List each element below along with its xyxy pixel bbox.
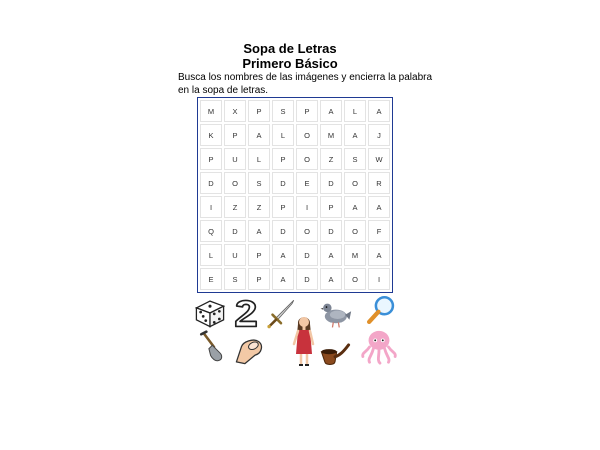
grid-cell[interactable]: L <box>248 148 270 170</box>
grid-cell[interactable]: D <box>320 172 342 194</box>
grid-cell[interactable]: P <box>224 124 246 146</box>
grid-cell[interactable]: D <box>200 172 222 194</box>
grid-cell[interactable]: U <box>224 244 246 266</box>
grid-cell[interactable]: W <box>368 148 390 170</box>
grid-cell[interactable]: A <box>344 124 366 146</box>
grid-cell[interactable]: D <box>296 268 318 290</box>
lady-icon <box>289 312 319 368</box>
grid-cell[interactable]: J <box>368 124 390 146</box>
worksheet-subtitle: Primero Básico <box>242 56 338 71</box>
grid-cell[interactable]: S <box>224 268 246 290</box>
grid-cell[interactable]: M <box>344 244 366 266</box>
grid-cell[interactable]: D <box>224 220 246 242</box>
grid-cell[interactable]: F <box>368 220 390 242</box>
grid-cell[interactable]: L <box>344 100 366 122</box>
grid-cell[interactable]: S <box>272 100 294 122</box>
number-two-icon <box>229 295 263 329</box>
grid-cell[interactable]: O <box>344 268 366 290</box>
grid-cell[interactable]: A <box>320 244 342 266</box>
dice-icon <box>193 296 227 330</box>
grid-cell[interactable]: D <box>272 220 294 242</box>
grid-cell[interactable]: D <box>296 244 318 266</box>
grid-cell[interactable]: L <box>200 244 222 266</box>
grid-cell[interactable]: P <box>248 100 270 122</box>
instructions-line-2: en la sopa de letras. <box>178 84 269 96</box>
magnifier-icon <box>364 293 398 327</box>
grid-cell[interactable]: M <box>320 124 342 146</box>
grid-cell[interactable]: A <box>344 196 366 218</box>
grid-cell[interactable]: I <box>200 196 222 218</box>
grid-cell[interactable]: Q <box>200 220 222 242</box>
pipe-icon <box>318 333 352 367</box>
instructions <box>178 72 438 97</box>
grid-cell[interactable]: M <box>200 100 222 122</box>
grid-cell[interactable]: A <box>248 220 270 242</box>
grid-cell[interactable]: O <box>296 148 318 170</box>
grid-cell[interactable]: I <box>296 196 318 218</box>
grid-cell[interactable]: A <box>272 244 294 266</box>
grid-cell[interactable]: R <box>368 172 390 194</box>
grid-cell[interactable]: P <box>248 244 270 266</box>
grid-cell[interactable]: O <box>296 124 318 146</box>
octopus-icon <box>360 328 398 366</box>
grid-cell[interactable]: A <box>320 268 342 290</box>
word-search-grid <box>197 97 393 293</box>
grid-cell[interactable]: U <box>224 148 246 170</box>
grid-cell[interactable]: Z <box>320 148 342 170</box>
grid-cell[interactable]: D <box>320 220 342 242</box>
grid-cell[interactable]: A <box>368 196 390 218</box>
grid-cell[interactable]: P <box>200 148 222 170</box>
pigeon-icon <box>318 296 352 330</box>
grid-cell[interactable]: S <box>248 172 270 194</box>
grid-cell[interactable]: D <box>272 172 294 194</box>
grid-cell[interactable]: S <box>344 148 366 170</box>
grid-cell[interactable]: A <box>368 100 390 122</box>
shovel-icon <box>197 330 231 364</box>
grid-cell[interactable]: O <box>296 220 318 242</box>
grid-cell[interactable]: P <box>272 196 294 218</box>
grid-cell[interactable]: Z <box>248 196 270 218</box>
grid-cell[interactable]: X <box>224 100 246 122</box>
instructions-line-1: Busca los nombres de las imágenes y encierra la palabra <box>178 72 433 83</box>
grid-cell[interactable]: E <box>200 268 222 290</box>
grid-cell[interactable]: P <box>320 196 342 218</box>
grid-cell[interactable]: A <box>320 100 342 122</box>
grid-cell[interactable]: P <box>296 100 318 122</box>
grid-cell[interactable]: O <box>224 172 246 194</box>
grid-cell[interactable]: L <box>272 124 294 146</box>
grid-cell[interactable]: P <box>272 148 294 170</box>
grid-cell[interactable]: A <box>368 244 390 266</box>
worksheet-title: Sopa de Letras <box>243 41 337 56</box>
grid-cell[interactable]: K <box>200 124 222 146</box>
grid-cell[interactable]: I <box>368 268 390 290</box>
grid-cell[interactable]: O <box>344 220 366 242</box>
grid-cell[interactable]: O <box>344 172 366 194</box>
grid-cell[interactable]: A <box>272 268 294 290</box>
finger-icon <box>233 333 267 367</box>
grid-cell[interactable]: P <box>248 268 270 290</box>
grid-cell[interactable]: Z <box>224 196 246 218</box>
grid-cell[interactable]: E <box>296 172 318 194</box>
grid-cell[interactable]: A <box>248 124 270 146</box>
